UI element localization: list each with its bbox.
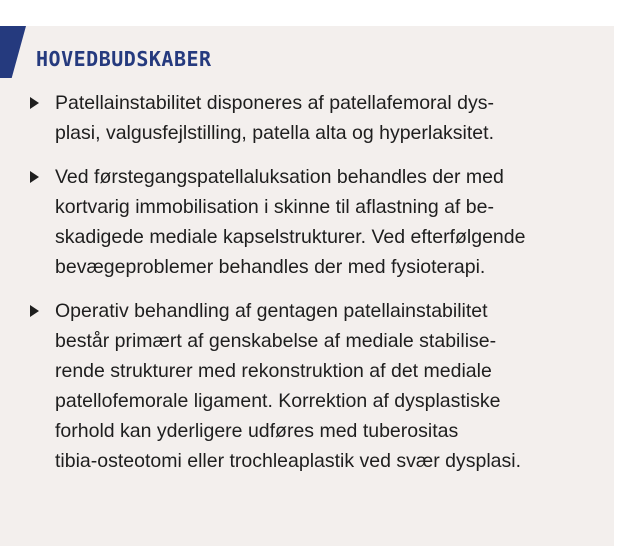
triangle-bullet-icon (30, 171, 39, 183)
list-item-text: Operativ behandling af gentagen patellainstabilitet består primært af genskabelse af mediale stabilise- rende strukturer med rekonstruktion af det mediale patellofemorale ligament. Korrektion af dysplastiske forhold kan yderligere udføres med tuberositas tibia-osteotomi eller trochleaplastik ved svær dysplasi. (55, 300, 522, 472)
triangle-bullet-icon (30, 305, 39, 317)
list-item (30, 88, 592, 148)
list-item (30, 162, 592, 282)
key-messages-list (30, 88, 592, 490)
key-messages-box (0, 26, 614, 546)
list-item-text: Ved førstegangspatellaluksation behandles der med kortvarig immobilisation i skinne til aflastning af be- skadigede mediale kapselstrukturer. Ved efterfølgende bevægeproblemer behandles der med fysioterapi. (55, 166, 526, 278)
box-title: HOVEDBUDSKABER (36, 47, 212, 71)
list-item-text: Patellainstabilitet disponeres af patellafemoral dys- plasi, valgusfejlstilling, patella alta og hyperlaksitet. (55, 92, 494, 144)
accent-tab (0, 26, 26, 78)
list-item (30, 296, 592, 476)
triangle-bullet-icon (30, 97, 39, 109)
